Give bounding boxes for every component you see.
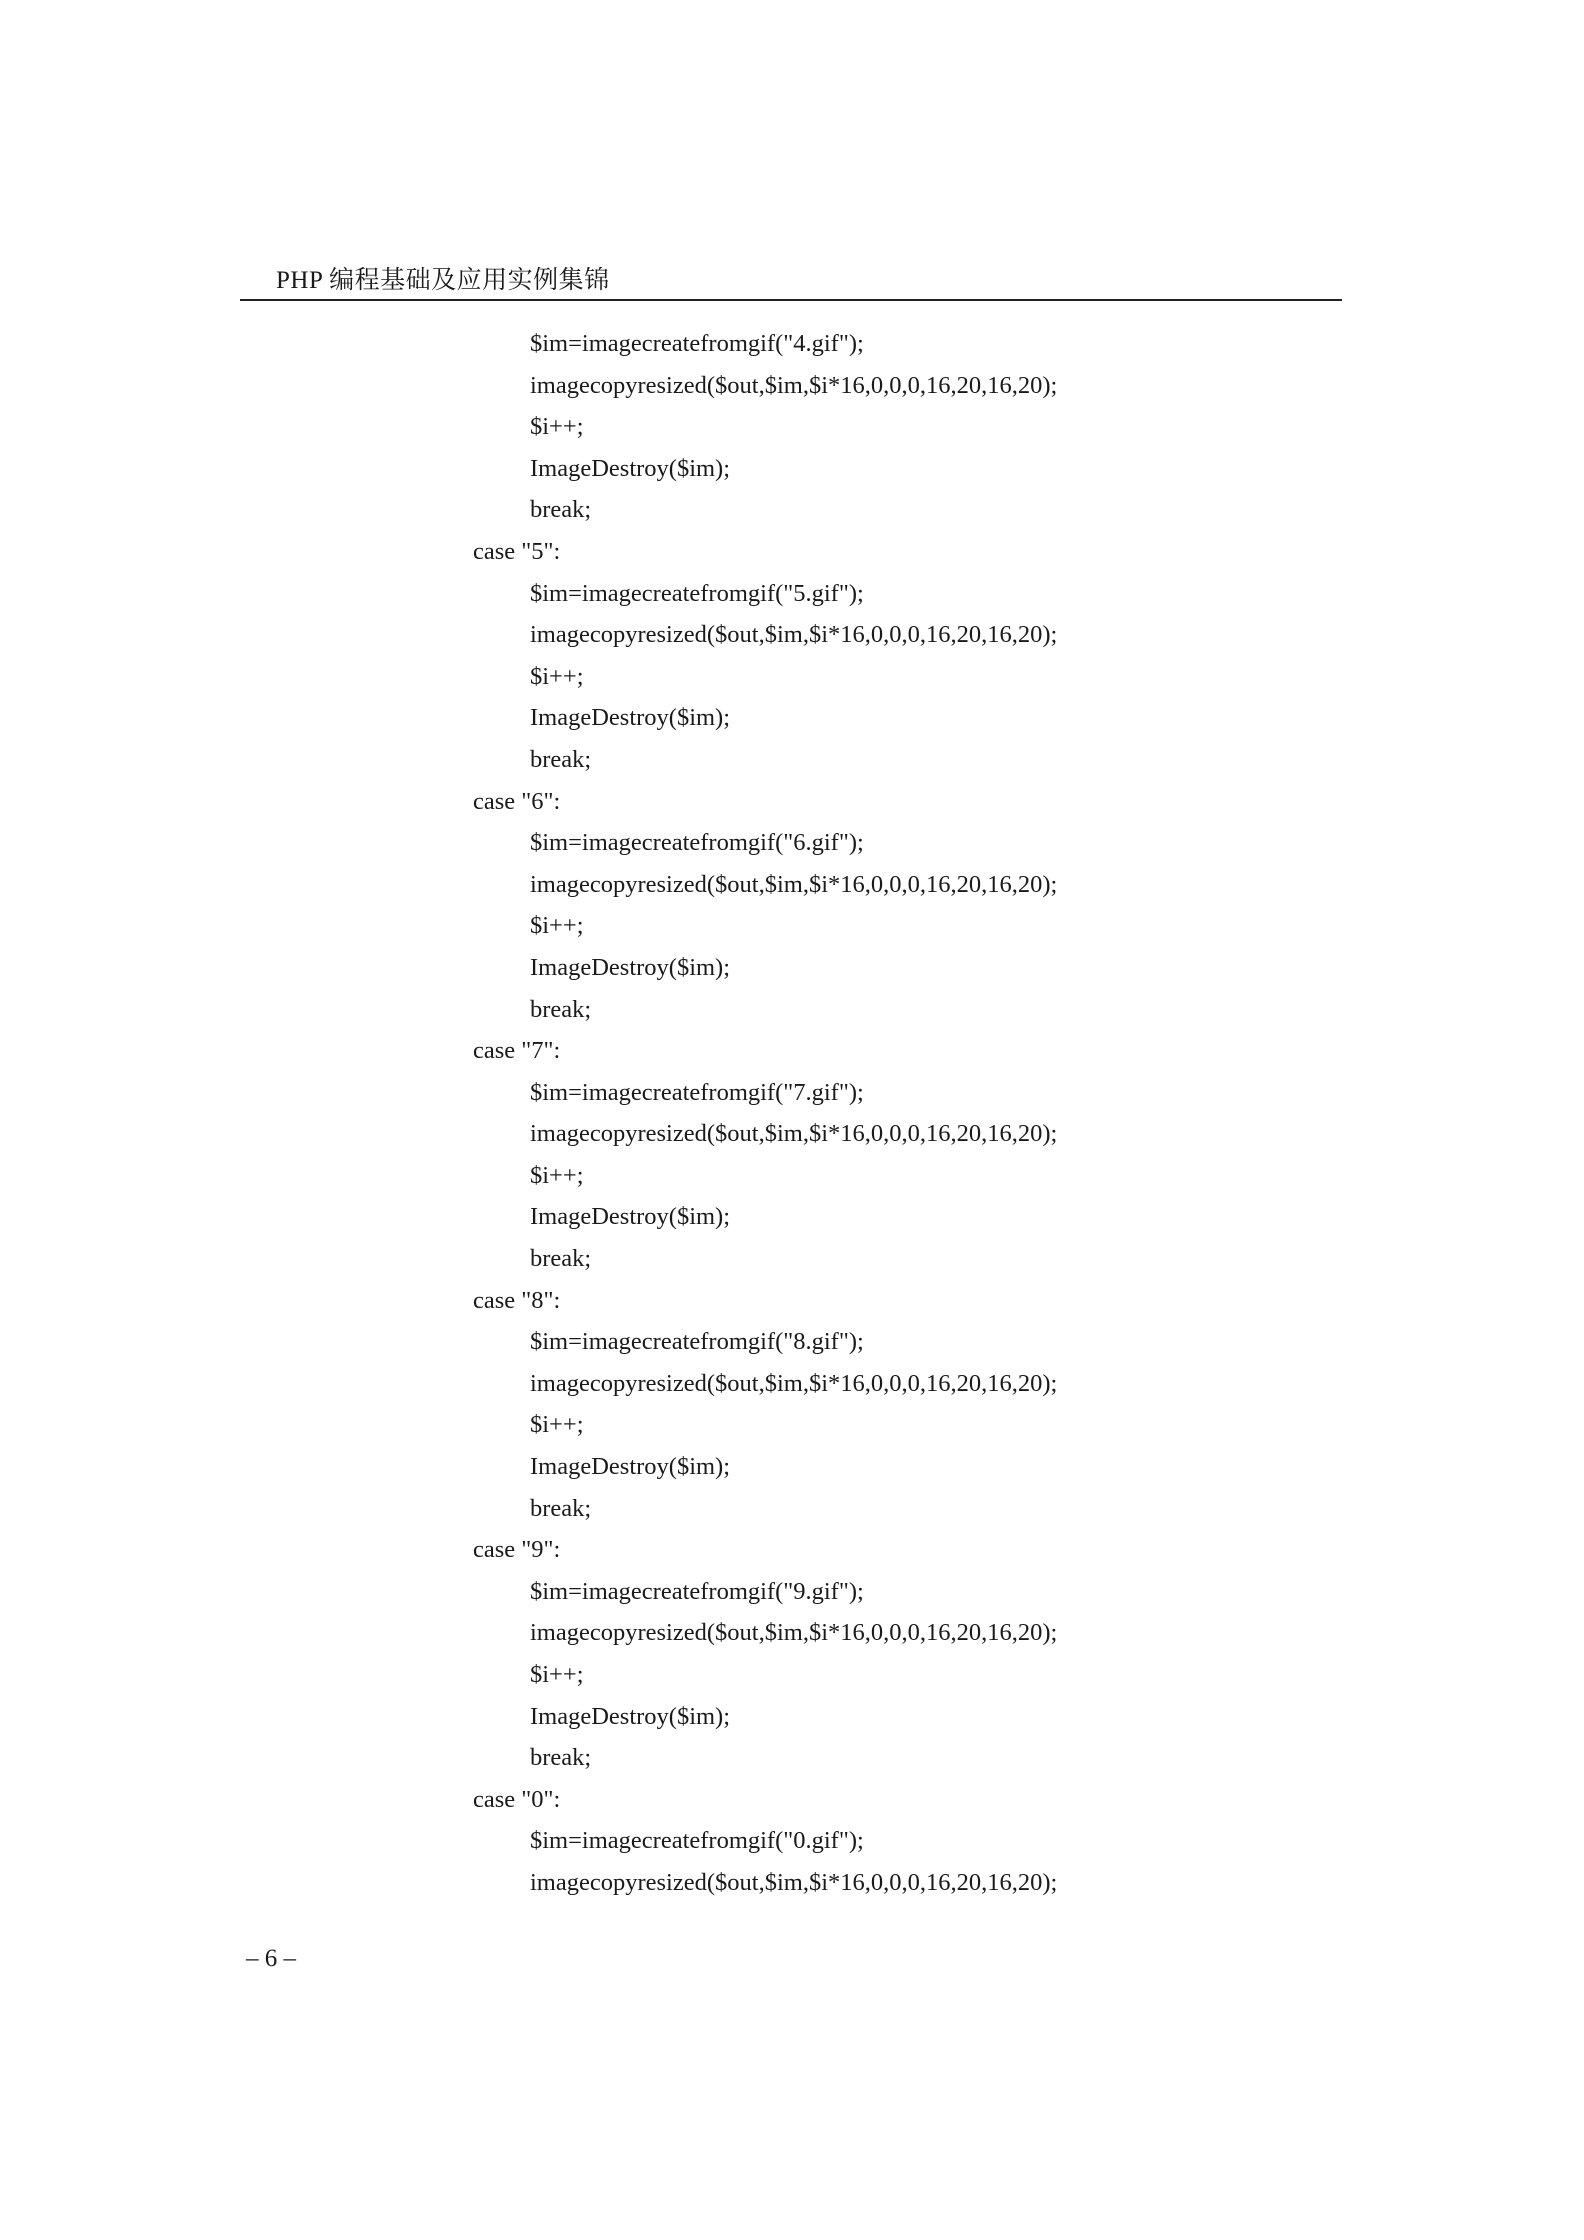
code-line: ImageDestroy($im); <box>530 454 731 482</box>
code-line: break; <box>530 1245 592 1273</box>
code-line: break; <box>530 1744 592 1772</box>
code-line: imagecopyresized($out,$im,$i*16,0,0,0,16,20,16,20); <box>530 870 1058 898</box>
code-line: $i++; <box>530 1411 584 1439</box>
code-line: imagecopyresized($out,$im,$i*16,0,0,0,16,20,16,20); <box>530 1120 1058 1148</box>
code-line: ImageDestroy($im); <box>530 953 731 981</box>
code-line: $im=imagecreatefromgif("7.gif"); <box>530 1078 864 1106</box>
code-line: $i++; <box>530 912 584 940</box>
code-line: case "0": <box>473 1785 561 1813</box>
code-listing <box>0 323 1584 1904</box>
code-line: $im=imagecreatefromgif("8.gif"); <box>530 1328 864 1356</box>
code-line: case "7": <box>473 1037 561 1065</box>
code-line: imagecopyresized($out,$im,$i*16,0,0,0,16,20,16,20); <box>530 1619 1058 1647</box>
code-line: break; <box>530 745 592 773</box>
header-divider <box>240 299 1342 301</box>
code-line: case "6": <box>473 787 561 815</box>
code-line: case "9": <box>473 1536 561 1564</box>
running-header: PHP 编程基础及应用实例集锦 <box>276 267 610 294</box>
code-line: ImageDestroy($im); <box>530 1203 731 1231</box>
code-line: break; <box>530 995 592 1023</box>
code-line: $im=imagecreatefromgif("5.gif"); <box>530 579 864 607</box>
code-line: $i++; <box>530 1661 584 1688</box>
code-line: $im=imagecreatefromgif("9.gif"); <box>530 1577 864 1605</box>
code-line: imagecopyresized($out,$im,$i*16,0,0,0,16,20,16,20); <box>530 371 1058 399</box>
page-number: – 6 – <box>246 1945 296 1972</box>
code-line: ImageDestroy($im); <box>530 704 731 732</box>
code-line: imagecopyresized($out,$im,$i*16,0,0,0,16,20,16,20); <box>530 1868 1058 1896</box>
code-line: ImageDestroy($im); <box>530 1453 731 1481</box>
code-line: $im=imagecreatefromgif("4.gif"); <box>530 330 864 357</box>
code-line: $im=imagecreatefromgif("6.gif"); <box>530 829 864 857</box>
code-line: imagecopyresized($out,$im,$i*16,0,0,0,16,20,16,20); <box>530 1369 1058 1397</box>
code-line: imagecopyresized($out,$im,$i*16,0,0,0,16,20,16,20); <box>530 621 1058 649</box>
code-line: $i++; <box>530 1161 584 1189</box>
code-line: case "5": <box>473 537 561 565</box>
code-line: $im=imagecreatefromgif("0.gif"); <box>530 1827 864 1855</box>
code-line: ImageDestroy($im); <box>530 1702 731 1730</box>
code-line: $i++; <box>530 662 584 690</box>
code-line: case "8": <box>473 1286 561 1314</box>
code-line: $i++; <box>530 413 584 441</box>
code-line: break; <box>530 496 592 524</box>
code-line: break; <box>530 1494 592 1522</box>
